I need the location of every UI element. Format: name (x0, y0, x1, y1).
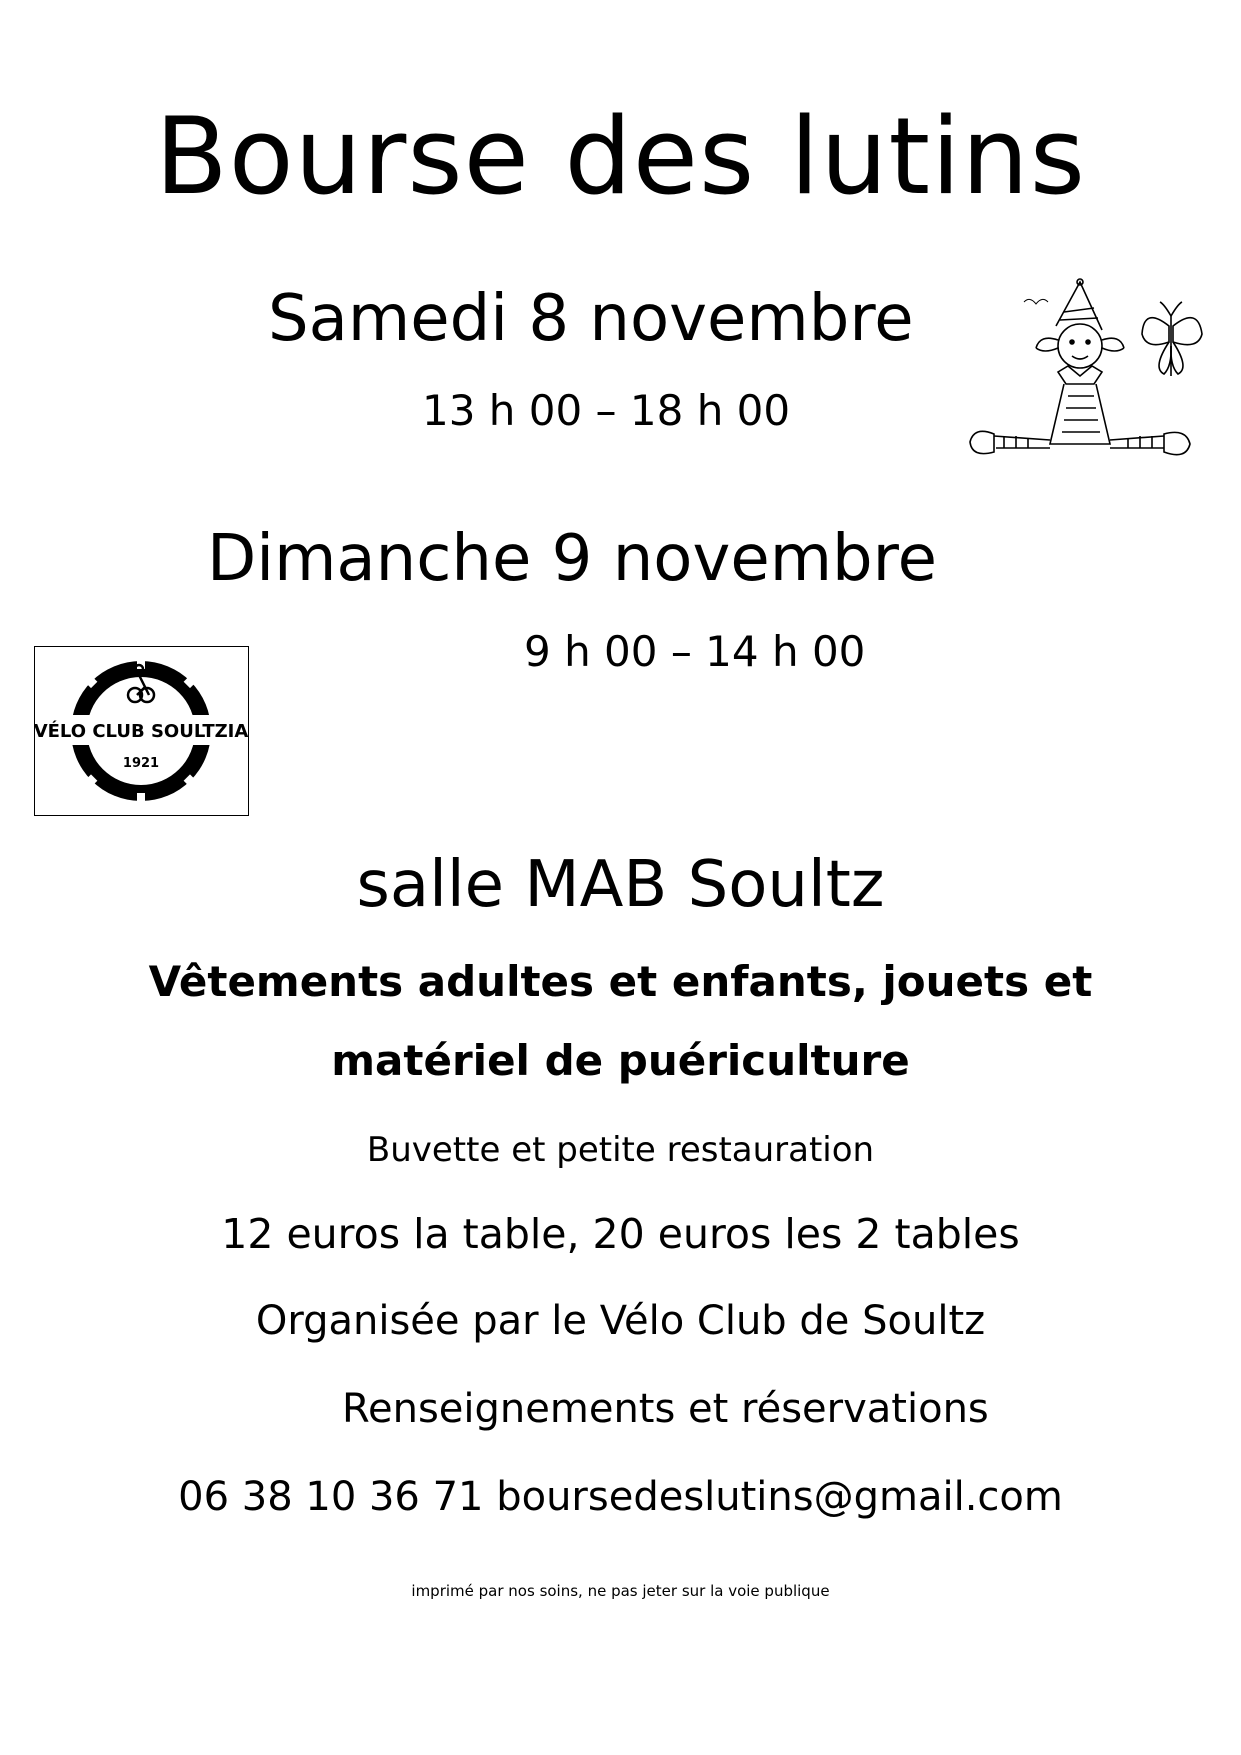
info-label: Renseignements et réservations (342, 1386, 989, 1432)
items-line-1: Vêtements adultes et enfants, jouets et (148, 957, 1093, 1006)
poster-title: Bourse des lutins (155, 95, 1086, 218)
sunday-date: Dimanche 9 novembre (207, 522, 937, 596)
venue: salle MAB Soultz (356, 848, 885, 922)
organizer: Organisée par le Vélo Club de Soultz (255, 1298, 986, 1344)
sunday-hours: 9 h 00 – 14 h 00 (524, 627, 866, 676)
saturday-hours: 13 h 00 – 18 h 00 (422, 386, 791, 435)
logo-year: 1921 (122, 756, 160, 771)
saturday-date: Samedi 8 novembre (268, 282, 914, 356)
items-line-2: matériel de puériculture (331, 1036, 910, 1085)
footer-note: imprimé par nos soins, ne pas jeter sur la voie publique (411, 1582, 830, 1600)
velo-club-logo (34, 646, 249, 816)
contact-info: 06 38 10 36 71 boursedeslutins@gmail.com (178, 1474, 1063, 1520)
table-price: 12 euros la table, 20 euros les 2 tables (221, 1210, 1020, 1258)
logo-name: VÉLO CLUB SOULTZIA (35, 721, 248, 742)
buvette-text: Buvette et petite restauration (366, 1130, 875, 1170)
elf-illustration (964, 276, 1220, 472)
